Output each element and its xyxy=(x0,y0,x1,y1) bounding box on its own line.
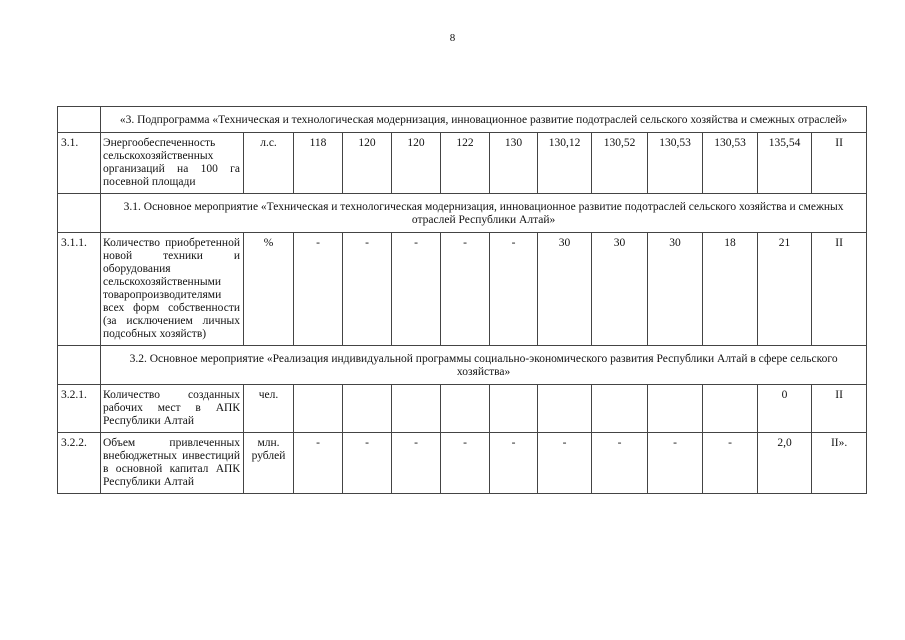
value-cell: 30 xyxy=(592,233,648,346)
value-cell: 130,53 xyxy=(703,133,758,194)
value-cell: 30 xyxy=(538,233,592,346)
indicator-name: Количество приобретенной новой техники и оборудования сельскохозяйственными товаропроизводителями всех форм собственности (за исключением личных подсобных хозяйств) xyxy=(101,233,244,346)
value-cell: - xyxy=(490,233,538,346)
value-cell xyxy=(441,385,490,433)
value-cell: 130,53 xyxy=(648,133,703,194)
code-cell: 3.2.1. xyxy=(58,385,101,433)
value-cell: - xyxy=(703,433,758,494)
value-cell: 130,52 xyxy=(592,133,648,194)
code-cell: 3.1.1. xyxy=(58,233,101,346)
value-cell xyxy=(592,385,648,433)
value-cell: - xyxy=(592,433,648,494)
indicator-row xyxy=(58,133,867,194)
heading-row xyxy=(58,346,867,385)
value-cell: - xyxy=(490,433,538,494)
value-cell xyxy=(392,385,441,433)
value-cell: - xyxy=(648,433,703,494)
unit-cell: млн. рублей xyxy=(244,433,294,494)
value-cell: - xyxy=(294,433,343,494)
value-cell xyxy=(648,385,703,433)
value-cell: 122 xyxy=(441,133,490,194)
value-cell xyxy=(538,385,592,433)
value-cell: 120 xyxy=(392,133,441,194)
value-cell: - xyxy=(441,233,490,346)
value-cell: 118 xyxy=(294,133,343,194)
value-cell: 130,12 xyxy=(538,133,592,194)
heading-cell: 3.1. Основное мероприятие «Техническая и технологическая модернизация, инновационное развитие подотраслей сельского хозяйства и смежных отраслей Республики Алтай» xyxy=(101,194,867,233)
value-cell xyxy=(294,385,343,433)
value-cell: 18 xyxy=(703,233,758,346)
code-cell: 3.2.2. xyxy=(58,433,101,494)
value-cell: - xyxy=(392,433,441,494)
indicator-row xyxy=(58,233,867,346)
indicator-row xyxy=(58,385,867,433)
value-cell xyxy=(343,385,392,433)
indicator-name: Объем привлеченных внебюджетных инвестиций в основной капитал АПК Республики Алтай xyxy=(101,433,244,494)
value-cell: 135,54 xyxy=(758,133,812,194)
value-cell xyxy=(703,385,758,433)
code-cell xyxy=(58,194,101,233)
value-cell: - xyxy=(392,233,441,346)
indicator-name: Энергообеспеченность сельскохозяйственных организаций на 100 га посевной площади xyxy=(101,133,244,194)
heading-row xyxy=(58,107,867,133)
flag-cell: II xyxy=(812,233,867,346)
indicators-table xyxy=(57,106,867,494)
value-cell: - xyxy=(294,233,343,346)
heading-row xyxy=(58,194,867,233)
value-cell: - xyxy=(343,233,392,346)
value-cell: - xyxy=(343,433,392,494)
unit-cell: чел. xyxy=(244,385,294,433)
value-cell: 21 xyxy=(758,233,812,346)
heading-cell: «3. Подпрограмма «Техническая и технологическая модернизация, инновационное развитие подотраслей сельского хозяйства и смежных отраслей» xyxy=(101,107,867,133)
value-cell: - xyxy=(538,433,592,494)
indicator-row xyxy=(58,433,867,494)
unit-cell: % xyxy=(244,233,294,346)
code-cell xyxy=(58,346,101,385)
value-cell: 0 xyxy=(758,385,812,433)
value-cell: 2,0 xyxy=(758,433,812,494)
heading-cell: 3.2. Основное мероприятие «Реализация индивидуальной программы социально-экономического развития Республики Алтай в сфере сельского хозяйства» xyxy=(101,346,867,385)
value-cell: 30 xyxy=(648,233,703,346)
table-body xyxy=(58,107,867,494)
flag-cell: II xyxy=(812,133,867,194)
value-cell: 130 xyxy=(490,133,538,194)
unit-cell: л.с. xyxy=(244,133,294,194)
indicator-name: Количество созданных рабочих мест в АПК Республики Алтай xyxy=(101,385,244,433)
code-cell xyxy=(58,107,101,133)
value-cell: 120 xyxy=(343,133,392,194)
code-cell: 3.1. xyxy=(58,133,101,194)
page-number: 8 xyxy=(449,32,456,44)
value-cell: - xyxy=(441,433,490,494)
flag-cell: II». xyxy=(812,433,867,494)
flag-cell: II xyxy=(812,385,867,433)
value-cell xyxy=(490,385,538,433)
